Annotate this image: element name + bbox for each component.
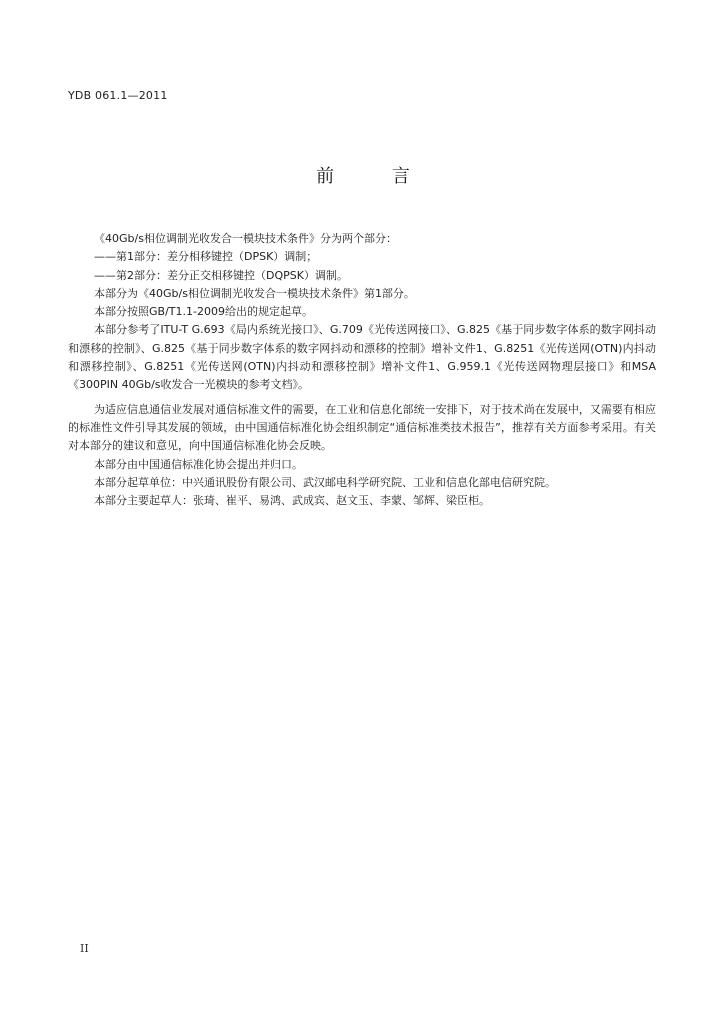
document-code-header: YDB 061.1—2011	[68, 89, 168, 102]
paragraph-part-1: ——第1部分：差分相移键控（DPSK）调制；	[94, 250, 318, 264]
paragraph-references: 本部分参考了ITU-T G.693《局内系统光接口》、G.709《光传送网接口》、G.825《基于同步数字体系的数字网抖动和漂移的控制》、G.825《基于同步数字体系的数字网抖动和漂移的控制》增补文件1、G.8251《光传送网(OTN)内抖动和漂移控制》、G.8251《光传送网(OTN)内抖动和漂移控制》增补文件1、G.959.1《光传送网物理层接口》和MSA《300PIN 40Gb/s收发合一光模块的参考文档》。	[68, 323, 656, 392]
paragraph-drafting-rules: 本部分按照GB/T1.1-2009给出的规定起草。	[94, 305, 313, 319]
paragraph-drafting-units: 本部分起草单位：中兴通讯股份有限公司、武汉邮电科学研究院、工业和信息化部电信研究院。	[94, 475, 556, 489]
section-title: 前 言	[316, 166, 436, 187]
paragraph-proposer: 本部分由中国通信标准化协会提出并归口。	[94, 457, 303, 471]
paragraph-background: 为适应信息通信业发展对通信标准文件的需要，在工业和信息化部统一安排下，对于技术尚在发展中，又需要有相应的标准性文件引导其发展的领域，由中国通信标准化协会组织制定“通信标准类技术报告”，推荐有关方面参考采用。有关对本部分的建议和意见，向中国通信标准化协会反映。	[68, 402, 656, 453]
paragraph-part-2: ——第2部分：差分正交相移键控（DQPSK）调制。	[94, 268, 348, 282]
foreword-body	[68, 230, 656, 510]
paragraph-this-part: 本部分为《40Gb/s相位调制光收发合一模块技术条件》第1部分。	[94, 286, 415, 300]
paragraph-parts-intro: 《40Gb/s相位调制光收发合一模块技术条件》分为两个部分：	[94, 232, 397, 245]
page-number: II	[80, 942, 89, 955]
paragraph-drafters: 本部分主要起草人：张琦、崔平、易鸿、武成宾、赵文玉、李蒙、邹辉、梁臣柜。	[94, 494, 490, 508]
